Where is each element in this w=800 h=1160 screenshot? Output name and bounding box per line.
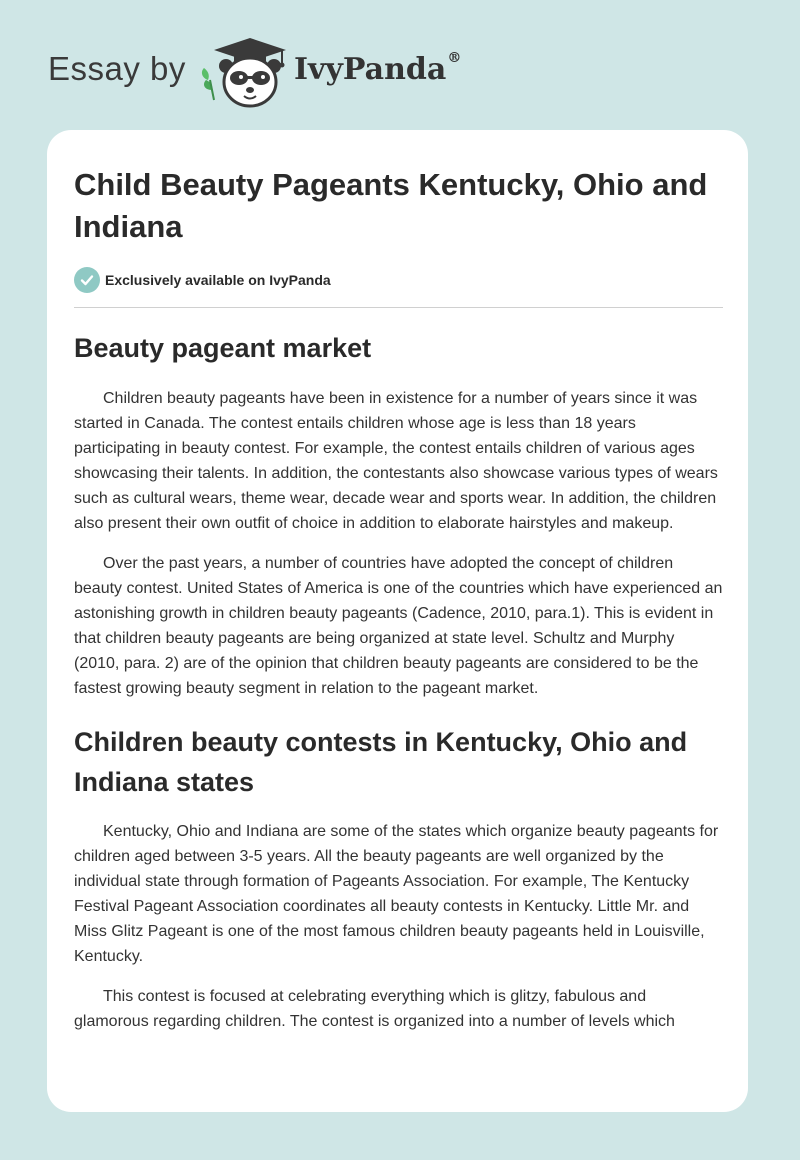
essay-content (74, 164, 723, 1034)
paragraph: Children beauty pageants have been in existence for a number of years since it was started in Canada. The contest entails children whose age is less than 18 years participating in beauty contest. For example, the contest entails children of various ages showcasing their talents. In addition, the contestants also showcase various types of wears such as cultural wears, theme wear, decade wear and sports wear. In addition, the children also present their own outfit of choice in addition to elaborate hairstyles and makeup. (74, 390, 718, 532)
badge-label: Exclusively available on IvyPanda (105, 272, 331, 288)
paragraph: This contest is focused at celebrating everything which is glitzy, fabulous and glamorous regarding children. The contest is organized into a number of levels which (74, 988, 675, 1030)
brand-text: IvyPanda (294, 52, 447, 87)
ivypanda-logo[interactable] (198, 34, 290, 108)
registered-mark: ® (447, 50, 462, 66)
essay-title: Child Beauty Pageants Kentucky, Ohio and Indiana (74, 167, 708, 244)
divider (74, 307, 723, 308)
section-heading: Children beauty contests in Kentucky, Ohio and Indiana states (74, 727, 688, 797)
essay-by-label: Essay by (48, 50, 186, 87)
essay-card (47, 130, 748, 1112)
site-header (0, 0, 800, 130)
paragraph: Over the past years, a number of countries have adopted the concept of children beauty contest. United States of America is one of the countries which have experienced an astonishing growth in children beauty pageants (Cadence, 2010, para.1). This is evident in that children beauty pageants are being organized at state level. Schultz and Murphy (2010, para. 2) are of the opinion that children beauty pageants are considered to be the fastest growing beauty segment in relation to the pageant market. (74, 555, 723, 697)
exclusive-badge (74, 266, 723, 294)
paragraph: Kentucky, Ohio and Indiana are some of the states which organize beauty pageants for children aged between 3-5 years. All the beauty pageants are well organized by the individual state through formation of Pageants Association. For example, The Kentucky Festival Pageant Association coordinates all beauty contests in Kentucky. Little Mr. and Miss Glitz Pageant is one of the most famous children beauty pageants held in Louisville, Kentucky. (74, 823, 719, 965)
panda-mascot-icon (198, 34, 290, 108)
brand-name[interactable] (294, 52, 461, 87)
check-icon (74, 267, 100, 293)
section-heading: Beauty pageant market (74, 333, 372, 363)
